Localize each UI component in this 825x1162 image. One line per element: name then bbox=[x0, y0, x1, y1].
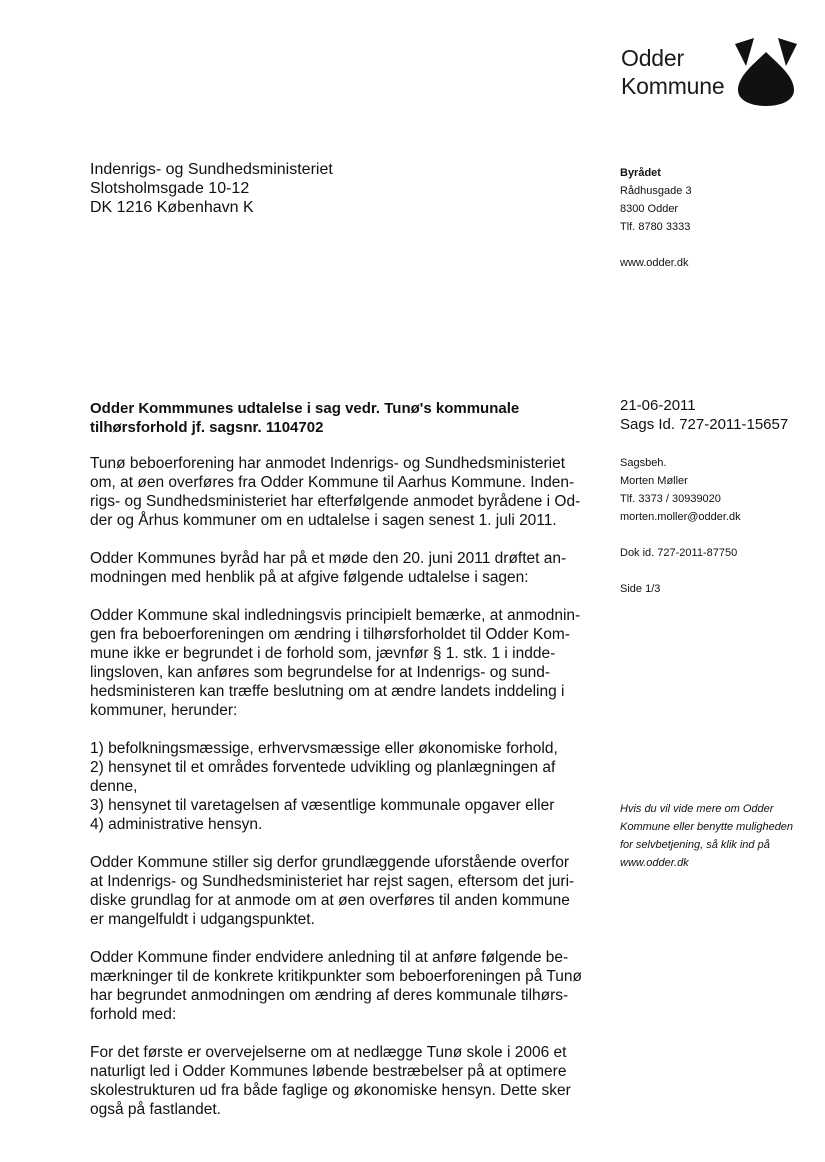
logo-line-1: Odder bbox=[621, 45, 684, 71]
case-id: Sags Id. 727-2011-15657 bbox=[620, 416, 789, 433]
subject-line: tilhørsforhold jf. sagsnr. 1104702 bbox=[90, 419, 324, 436]
logo-text bbox=[621, 44, 724, 100]
body-line: Odder Kommune stiller sig derfor grundlæggende uforstående overfor bbox=[90, 854, 570, 871]
body-line: modningen med henblik på at afgive følgende udtalelse i sagen: bbox=[90, 569, 529, 586]
body-line: naturligt led i Odder Kommunes løbende bestræbelser på at optimere bbox=[90, 1063, 567, 1080]
paragraph bbox=[90, 1043, 570, 1119]
recipient-line: Slotsholmsgade 10-12 bbox=[90, 180, 250, 197]
subject-line: Odder Kommmunes udtalelse i sag vedr. Tunø's kommunale bbox=[90, 400, 520, 417]
body-line: Odder Kommune finder endvidere anledning til at anføre følgende be- bbox=[90, 949, 569, 966]
paragraph bbox=[90, 606, 581, 720]
logo-line-2: Kommune bbox=[621, 73, 725, 99]
handler-name: Morten Møller bbox=[620, 475, 688, 487]
body-line: er mangelfuldt i udgangspunktet. bbox=[90, 911, 315, 928]
body-line: mærkninger til de konkrete kritikpunkter som beboerforeningen på Tunø bbox=[90, 968, 582, 985]
info-line: Hvis du vil vide mere om Odder bbox=[620, 803, 774, 815]
recipient-line: Indenrigs- og Sundhedsministeriet bbox=[90, 161, 333, 178]
body-line: også på fastlandet. bbox=[90, 1101, 221, 1118]
paragraph bbox=[90, 454, 581, 530]
paragraph bbox=[90, 853, 575, 929]
sender-name: Byrådet bbox=[620, 167, 661, 179]
body-line: 4) administrative hensyn. bbox=[90, 816, 263, 833]
info-note bbox=[620, 800, 793, 872]
sender-city: 8300 Odder bbox=[620, 203, 679, 215]
body-line: diske grundlag for at anmode om at øen overføres til anden kommune bbox=[90, 892, 570, 909]
info-line: for selvbetjening, så klik ind på bbox=[620, 839, 770, 851]
body-line: Tunø beboerforening har anmodet Indenrigs- og Sundhedsministeriet bbox=[90, 455, 566, 472]
sender-street: Rådhusgade 3 bbox=[620, 185, 692, 197]
body-line: For det første er overvejelserne om at nedlægge Tunø skole i 2006 et bbox=[90, 1044, 567, 1061]
case-handler bbox=[620, 454, 741, 526]
paragraph bbox=[90, 739, 570, 834]
case-info bbox=[620, 396, 788, 434]
sender-phone: Tlf. 8780 3333 bbox=[620, 221, 691, 233]
body-line: rigs- og Sundhedsministeriet har efterfølgende anmodet byrådene i Od- bbox=[90, 493, 581, 510]
body-line: lingsloven, kan anføres som begrundelse for at Indenrigs- og sund- bbox=[90, 664, 551, 681]
sender-address bbox=[620, 164, 692, 272]
page-number: Side 1/3 bbox=[620, 583, 661, 595]
body-line: at Indenrigs- og Sundhedsministeriet har rejst sagen, eftersom det juri- bbox=[90, 873, 575, 890]
letter-body bbox=[90, 454, 582, 1138]
paragraph bbox=[90, 948, 582, 1024]
body-line: denne, bbox=[90, 778, 138, 795]
body-line: gen fra beboerforeningen om ændring i tilhørsforholdet til Odder Kom- bbox=[90, 626, 570, 643]
info-line: Kommune eller benytte muligheden bbox=[620, 821, 794, 833]
body-line: 3) hensynet til varetagelsen af væsentlige kommunale opgaver eller bbox=[90, 797, 555, 814]
recipient-line: DK 1216 København K bbox=[90, 199, 254, 216]
letter-subject bbox=[90, 399, 560, 437]
body-line: har begrundet anmodningen om ændring af deres kommunale tilhørs- bbox=[90, 987, 569, 1004]
sender-website-link[interactable]: www.odder.dk bbox=[620, 257, 689, 269]
recipient-address bbox=[90, 160, 333, 217]
info-website-link[interactable]: www.odder.dk bbox=[620, 857, 689, 869]
body-line: skolestrukturen ud fra både faglige og økonomiske hensyn. Dette sker bbox=[90, 1082, 571, 1099]
letter-date: 21-06-2011 bbox=[620, 397, 696, 414]
handler-phone: Tlf. 3373 / 30939020 bbox=[620, 493, 721, 505]
body-line: Odder Kommunes byråd har på et møde den 20. juni 2011 drøftet an- bbox=[90, 550, 567, 567]
paragraph bbox=[90, 549, 570, 587]
body-line: hedsministeren kan træffe beslutning om at ændre landets inddeling i bbox=[90, 683, 565, 700]
handler-email-link[interactable]: morten.moller@odder.dk bbox=[620, 511, 741, 523]
body-line: forhold med: bbox=[90, 1006, 177, 1023]
handler-label: Sagsbeh. bbox=[620, 457, 667, 469]
odder-logo-icon bbox=[732, 36, 800, 106]
body-line: der og Århus kommuner om en udtalelse i sagen senest 1. juli 2011. bbox=[90, 512, 557, 529]
body-line: 2) hensynet til et områdes forventede udvikling og planlægningen af bbox=[90, 759, 556, 776]
body-line: 1) befolkningsmæssige, erhvervsmæssige eller økonomiske forhold, bbox=[90, 740, 558, 757]
body-line: mune ikke er begrundet i de forhold som, jævnfør § 1. stk. 1 i indde- bbox=[90, 645, 556, 662]
body-line: Odder Kommune skal indledningsvis principielt bemærke, at anmodnin- bbox=[90, 607, 581, 624]
body-line: kommuner, herunder: bbox=[90, 702, 238, 719]
body-line: om, at øen overføres fra Odder Kommune til Aarhus Kommune. Inden- bbox=[90, 474, 575, 491]
document-id: Dok id. 727-2011-87750 bbox=[620, 547, 738, 559]
